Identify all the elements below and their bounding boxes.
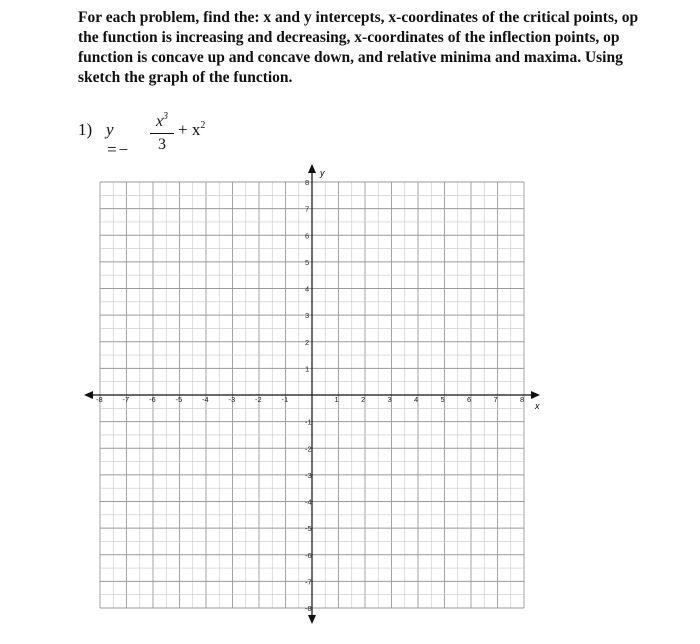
numerator-exponent: 3 [163, 111, 169, 122]
y-tick-label: -4 [305, 497, 312, 507]
y-tick-label: -3 [305, 470, 312, 480]
minus-sign: − [117, 140, 129, 159]
y-tick-label: -8 [305, 604, 312, 613]
x-tick-label: -4 [202, 395, 209, 404]
x-axis-label: x [535, 401, 540, 411]
x-tick-label: 1 [334, 395, 339, 404]
y-axis-arrow-up [308, 164, 316, 173]
x-tick-label: 6 [467, 395, 472, 404]
x-tick-label: -5 [175, 395, 183, 404]
y-axis-label: y [320, 168, 325, 178]
equation-lhs-text: y = [106, 120, 118, 159]
y-tick-label: -7 [305, 577, 312, 587]
y-tick-label: 5 [305, 257, 310, 267]
x-tick-label: 7 [493, 395, 498, 404]
x-tick-label: 3 [387, 395, 392, 404]
x-tick-label: 8 [520, 395, 525, 404]
y-tick-label: 4 [305, 284, 310, 294]
problem-number: 1) [78, 120, 93, 139]
y-tick-label: 8 [305, 178, 310, 187]
fraction-denominator: 3 [158, 136, 166, 153]
fraction-numerator-var: x [155, 113, 164, 130]
x-tick-label: 4 [414, 395, 419, 404]
y-tick-label: -1 [305, 417, 312, 427]
y-tick-label: 6 [305, 231, 310, 241]
x-axis-arrow-left [84, 391, 93, 399]
plus-exponent: 2 [200, 120, 206, 131]
y-tick-label: 1 [305, 364, 310, 374]
y-tick-label: 3 [305, 311, 310, 321]
x-tick-label: 2 [361, 395, 366, 404]
plus-term-text: + x [178, 120, 201, 139]
y-tick-label: -6 [305, 550, 312, 560]
x-tick-label: -3 [228, 395, 236, 404]
instruction-line-3: function is concave up and concave down, and relative minima and maxima. Using [78, 49, 623, 66]
y-axis-arrow-down [308, 615, 316, 624]
x-tick-label: -6 [149, 395, 156, 404]
x-tick-label: -8 [96, 395, 103, 404]
y-tick-label: -2 [305, 444, 312, 454]
instruction-line-4: sketch the graph of the function. [78, 69, 293, 86]
x-tick-label: -1 [281, 395, 289, 404]
y-tick-label: 7 [305, 204, 310, 214]
x-axis-arrow-right [531, 391, 540, 399]
instruction-line-2: the function is increasing and decreasing, x-coordinates of the inflection points, op [78, 29, 620, 46]
instruction-line-1: For each problem, find the: x and y intercepts, x-coordinates of the critical points, op [78, 9, 639, 26]
y-tick-label: 2 [305, 337, 310, 347]
y-tick-label: -5 [305, 524, 312, 534]
x-tick-label: -7 [122, 395, 130, 404]
x-tick-label: -2 [255, 395, 262, 404]
x-tick-label: 5 [440, 395, 445, 404]
